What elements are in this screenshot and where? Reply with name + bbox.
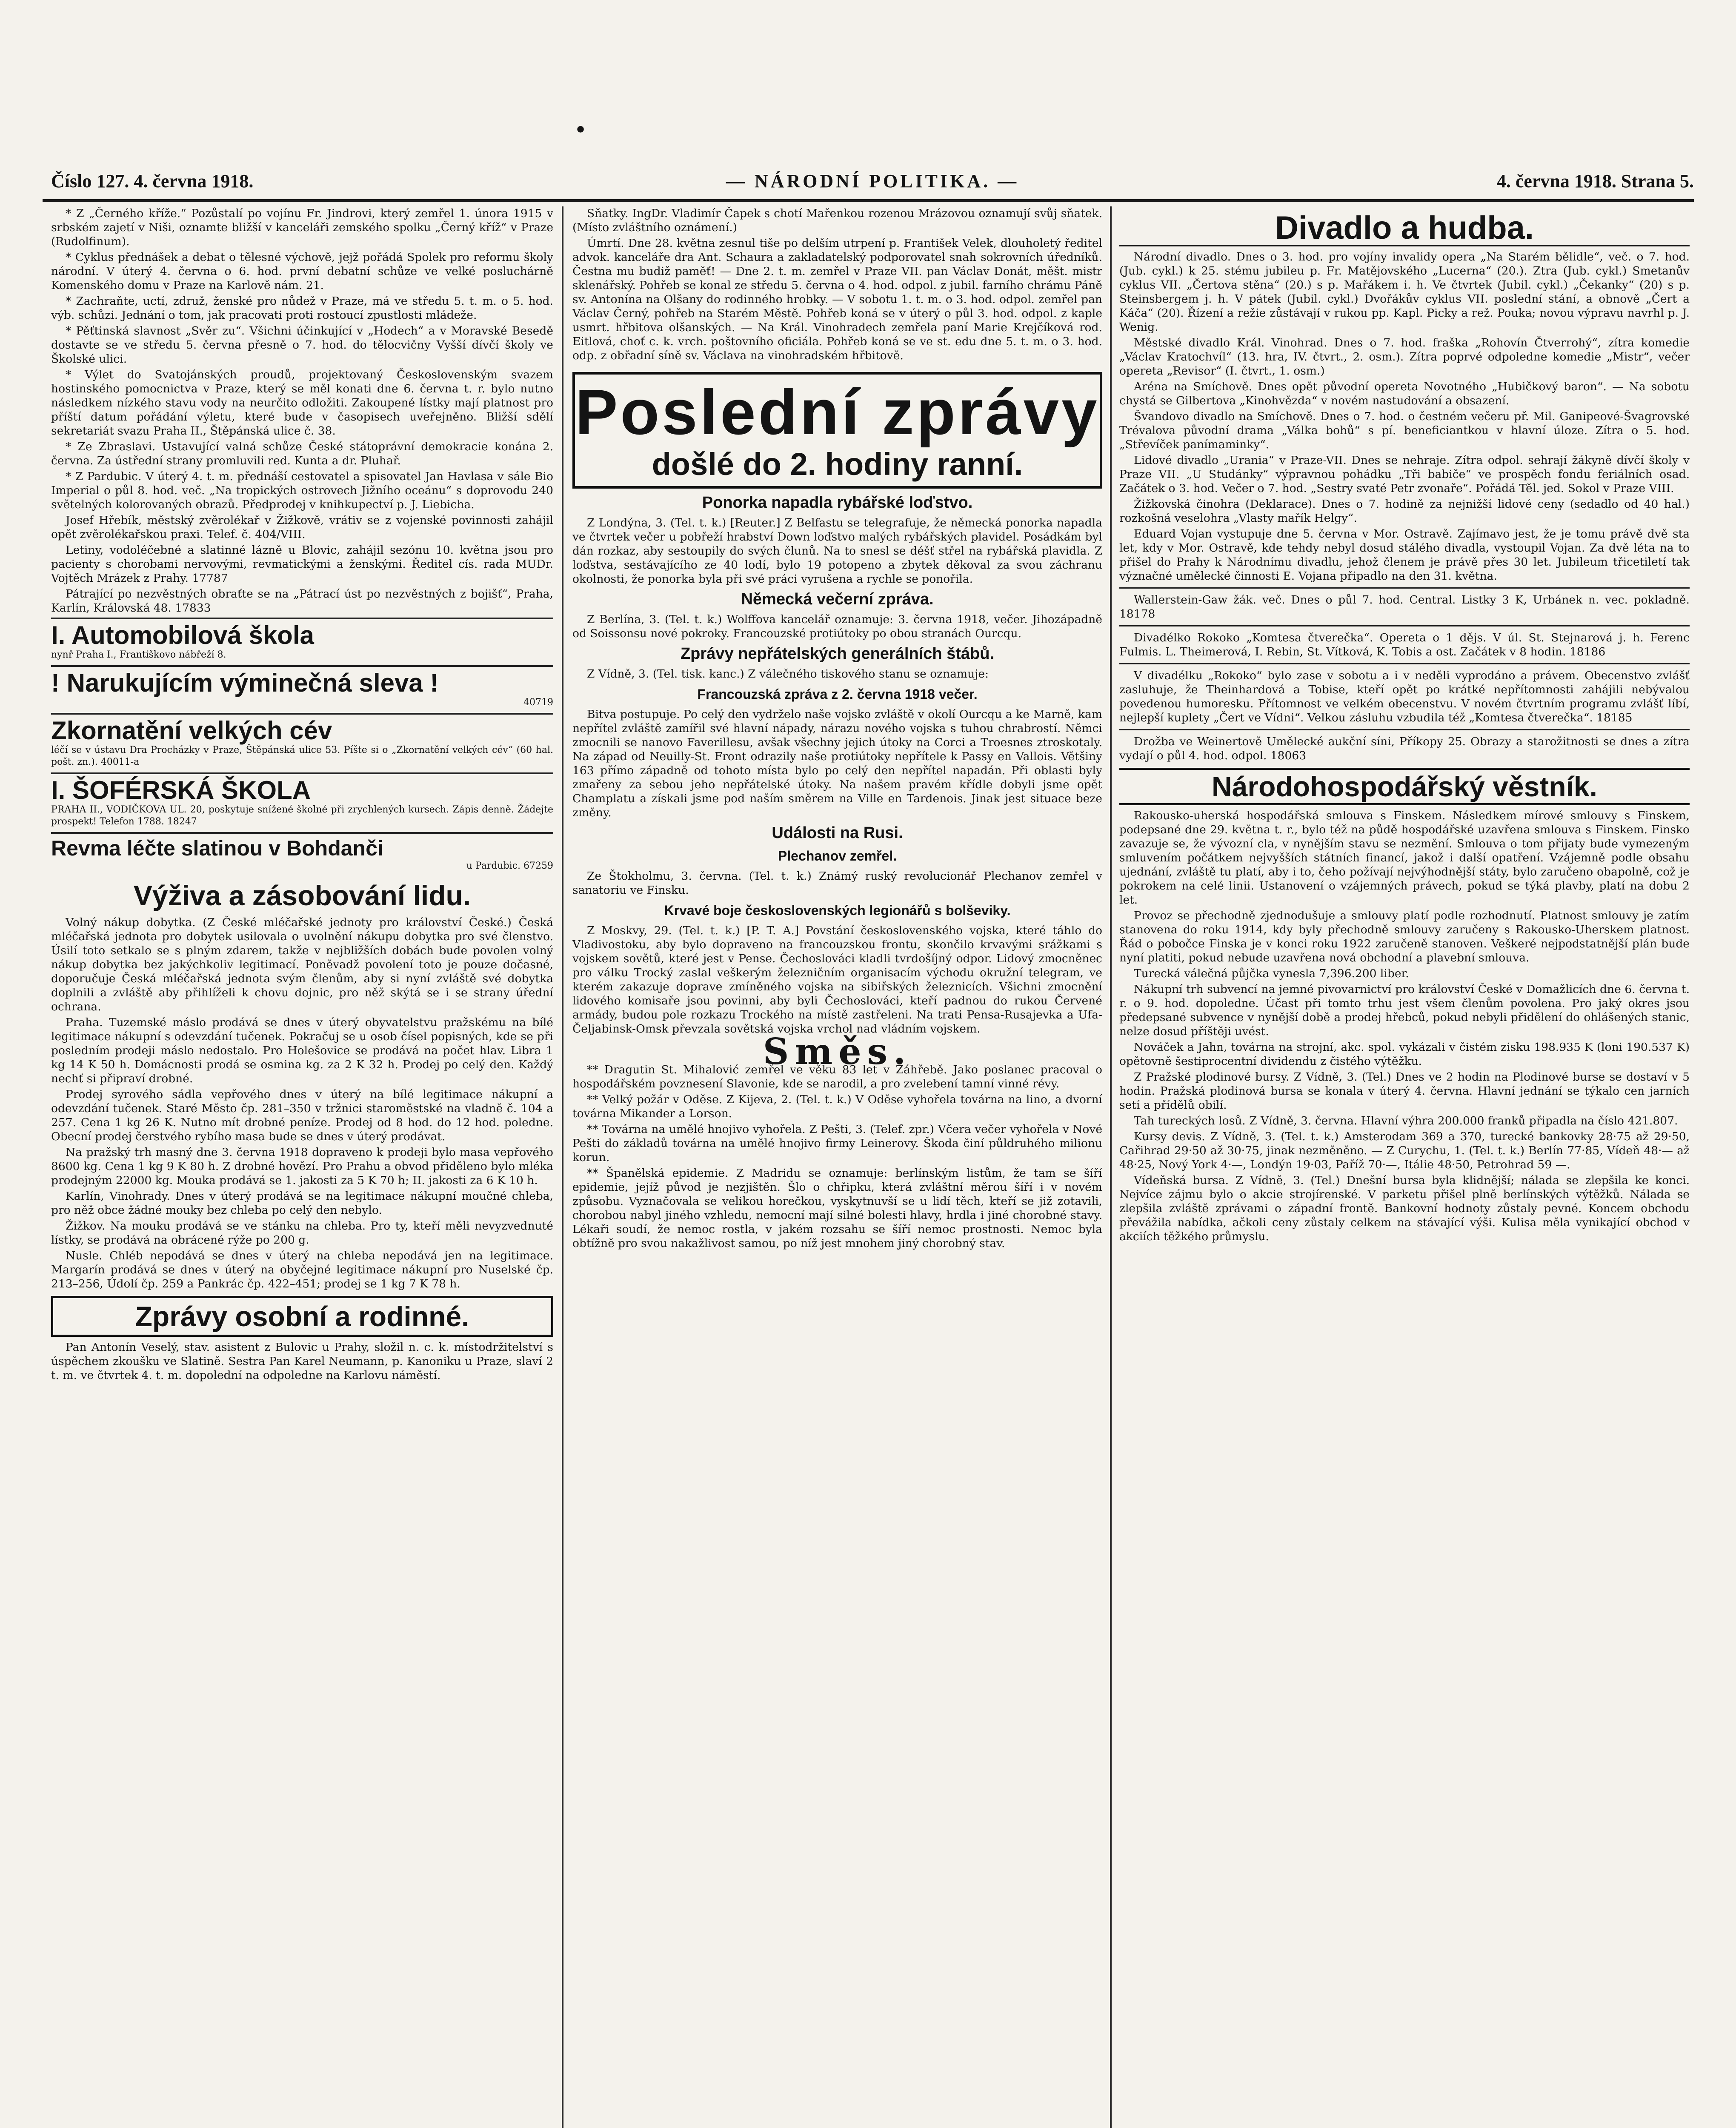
header-page: 4. června 1918. Strana 5. (1496, 171, 1694, 192)
page-header (51, 170, 1694, 196)
theatre-paragraph: Wallerstein-Gaw žák. več. Dnes o půl 7. hod. Central. Listky 3 K, Urbánek n. vec. pokladně. 18178 (1119, 593, 1690, 621)
divider (1119, 625, 1690, 626)
food-paragraph: Žižkov. Na mouku prodává se ve stánku na chleba. Pro ty, kteří měli nevyzvednuté lístky, se prodává na obrácené rýže po 200 g. (51, 1219, 553, 1247)
notice: * Z Pardubic. V úterý 4. t. m. přednáší cestovatel a spisovatel Jan Havlasa v sále Bio Imperial o půl 8. hod. več. „Na tropických ostrovech Jižního oceánu“ s doprovodu 240 světelných kolorovaných obrazů. Předprodej v knihkupectví p. J. Liebicha. (51, 470, 553, 511)
divider (1119, 663, 1690, 664)
ad-note: léčí se v ústavu Dra Procházky v Praze, Štěpánská ulice 53. Píšte si o „Zkornatění velkých cév“ (60 hal. pošt. zn.). 40011-a (51, 745, 553, 767)
theatre-paragraph: V divadélku „Rokoko“ bylo zase v sobotu a i v neděli vyprodáno a právem. Obecenstvo zvlášť zasluhuje, že Theinhardová a Tobise, kteří opět po krátké nepřítomnosti zahájili nebývalou povedenou humoresku. Přítomnost ve velkém obecenstvu. V novém čtvrtním programu zvlášť líbí, nejlepší kuplety „Čert ve Vídni“. Velkou zásluhu vzbudila též „Komtesa čtverečka“. 18185 (1119, 669, 1690, 724)
header-rule (43, 199, 1694, 202)
headline: Francouzská zpráva z 2. června 1918 večer. (697, 686, 978, 702)
headline: Ponorka napadla rybářské loďstvo. (702, 494, 973, 512)
theatre-paragraph: Drožba ve Weinertově Umělecké aukční síni, Příkopy 25. Obrazy a starožitnosti se dnes a zítra vydají o půl 4. hod. odpol. 18063 (1119, 735, 1690, 762)
ad-title: ! Narukujícím výminečná sleva ! (51, 669, 439, 697)
notice: * Z „Černého kříže.“ Pozůstalí po vojínu Fr. Jindrovi, který zemřel 1. února 1915 v srbském zajetí v Niši, oznamte bližší v kanceláři zemského spolku „Černý kříž“ v Praze (Rudolfinum). (51, 207, 553, 248)
header-issue: Číslo 127. 4. června 1918. (51, 171, 254, 192)
banner-title: Poslední zprávy (575, 376, 1100, 448)
headline: Události na Rusi. (772, 824, 903, 842)
section-title-personal: Zprávy osobní a rodinné. (51, 1296, 553, 1337)
economy-paragraph: Nováček a Jahn, továrna na strojní, akc. spol. vykázali v čistém zisku 198.935 K (loni 190.537 K) opětovně šestiprocentní dividendu z čistého výtěžku. (1119, 1041, 1690, 1068)
column-1 (51, 206, 553, 2128)
headline: Zprávy nepřátelských generálních štábů. (680, 645, 995, 663)
headline: Plechanov zemřel. (778, 848, 897, 864)
personal-paragraph: Pan Antonín Veselý, stav. asistent z Bulovic u Prahy, složil n. c. k. místodržitelství s úspěchem zkoušku ve Slatině. Sestra Pan Karel Neumann, p. Kanoniku u Praze, slaví 2 t. m. ve čtvrtek 4. t. m. dopolední na odpoledne na Karlovu náměstí. (51, 1341, 553, 1382)
news-paragraph: Z Berlína, 3. (Tel. t. k.) Wolffova kancelář oznamuje: 3. června 1918, večer. Jihozápadně od Soissonsu nové pokroky. Francouzské protiútoky po obou stranách Ourcqu. (572, 613, 1102, 640)
section-title-misc: Směs. (763, 1030, 912, 1073)
food-paragraph: Volný nákup dobytka. (Z České mléčařské jednoty pro království České.) Česká mléčařská jednota pro dobytek usilovala o uvolnění nákupu dobytka pro své členstvo. Úsilí toto setkalo se s plným zdarem, takže v nejbližších dobách bude povolen volný nákup dobytka bez jakýchkoliv legitimací. Poněvadž povolení toto je pouze dočasné, doporučuje Česká mléčařská jednota svým členům, aby si nyní zvláště své dobytka doplnili a zvláště aby přihlíželi k chovu dojnic, pro něž skýtá se i se strany úřední ochrana. (51, 916, 553, 1013)
economy-paragraph: Rakousko-uherská hospodářská smlouva s Finskem. Následkem mírové smlouvy s Finskem, podepsané dne 29. května t. r., bylo též na půdě hospodářské uzavřena smlouva s Finskem. Finsko zavazuje se, že vývozní cla, v nynějším stavu se nezmění. Smlouva o tom přijaty bude vymezeným smluvením počátkem nejvyšších státních financí, jakož i další opatření. Vzájemně podle obsahu ujednání, zvláště tu platí, aby i to, čeho požívají nejvýhodnější státy, bylo zaručeno obapolně, což je pokrokem na celé linii. Ustanovení o vzájemných právech, pokud se týká plavby, platí na dobu 2 let. (1119, 809, 1690, 907)
theatre-paragraph: Národní divadlo. Dnes o 3. hod. pro vojíny invalidy opera „Na Starém bělidle“, več. o 7. hod. (Jub. cykl.) k 25. stému jubileu p. Fr. Matějovského „Lucerna“ (20.). Ztra (Jub. cykl.) Smetanův cyklus VII. „Čertova stěna“ (20.) s p. Mařákem i. h. Ve čtvrtek (Jubil. cykl.) „Čekanky“ (20) s p. Steinsbergem j. h. V pátek (Jubil. cykl.) Dvořákův cyklus VII. poslední stání, a obnově „Čert a Káča“ (20). Řízení a režie zůstávají v rukou pp. Kapl. Picky a rež. Pouka; novou výpravu navrhl p. J. Wenig. (1119, 250, 1690, 334)
theatre-paragraph: Švandovo divadlo na Smíchově. Dnes o 7. hod. o čestném večeru př. Mil. Ganipeové-Švagrovské Trévalova původní drama „Válka bohů“ s pí. beneficiantkou v hlavní úloze. Zítra o 5. hod. „Střevíček panímaminky“. (1119, 410, 1690, 451)
notice: * Ze Zbraslavi. Ustavující valná schůze České státoprávní demokracie konána 2. června. Za ústřední strany promluvili red. Kunta a dr. Pluhař. (51, 440, 553, 467)
divider (1119, 729, 1690, 730)
theatre-paragraph: Lidové divadlo „Urania“ v Praze-VII. Dnes se nehraje. Zítra odpol. sehrají žákyně dívčí školy v Praze VII. „U Studánky“ výpravnou pohádku „Tři babiče“ ve prospěch fondu feriálních osad. Začátek o 3. hod. Večer o 7. hod. „Sestry svaté Petr zvonaře“. Pořádá Těl. jed. Sokol v Praze VIII. (1119, 454, 1690, 495)
economy-paragraph: Z Pražské plodinové bursy. Z Vídně, 3. (Tel.) Dnes ve 2 hodin na Plodinové burse se dostaví v 5 hodin. Pražská plodinová bursa se konala v úterý 4. června. Hlavní jednání se týkalo cen jarních setí a přídělů obilí. (1119, 1070, 1690, 1112)
news-paragraph: Bitva postupuje. Po celý den vydrželo naše vojsko zvláště v okolí Ourcqu a ke Marně, kam nepřítel zvláště zamířil své hlavní nápady, nárazu nového vojska s tuhou chrabrostí. Němci zmocnili se nanovo Faverillesu, avšak všechny jejich útoky na Corci a Troesnes ztroskotaly. Na západ od Neuilly-St. Front odrazily naše protiútoky nepřítele k Passy en Vallois. Většiny 163 přímo západně od tohoto místa bylo po celý den nepřítel napadán. Při oblasti byly zmařeny za sebou jeho nepřátelské útoky. Na našem pravém křídle dobyli jsme opět Champlatu a získali jsme pod naším směrem na Ville en Tardenois. Jinak jest situace beze změny. (572, 708, 1102, 819)
notice: Pátrající po nezvěstných obraťte se na „Pátrací úst po nezvěstných z bojišť“, Praha, Karlín, Královská 48. 17833 (51, 587, 553, 615)
notice: Úmrtí. Dne 28. května zesnul tiše po delším utrpení p. František Velek, dlouholetý ředitel advok. kanceláře dra Ant. Schaura a zakladatelský podporovatel snah sokrovních úředníků. Čestna mu budiž paměť! — Dne 2. t. m. zemřel v Praze VII. pan Václav Donát, měšt. mistr sklenářský. Pohřeb se konal ze středu 5. června o 4. hod. odpol. z jubil. farního chrámu Páně sv. Antonína na Olšany do rodinného hrobky. — V sobotu 1. t. m. o 3. hod. odpol. zemřel pan Václav Černý, pohřeb na Starém Městě. Pohřeb koná se v úterý o půl 3. hod. odpol. z kaple usmrt. hřbitova olšanských. — Na Král. Vinohradech zemřela paní Marie Krejčíková rod. Eitlová, choť c. k. vrch. poštovního oficiála. Pohřeb koná se ve st. edu dne 5. t. m. o 3. hod. odp. z obřadní síně sv. Václava na vinohradském hřbitově. (572, 237, 1102, 362)
page-mark: • (575, 119, 587, 141)
latest-news-banner (572, 372, 1102, 489)
ad-bohdanec (51, 832, 553, 874)
news-paragraph: Ze Štokholmu, 3. června. (Tel. t. k.) Známý ruský revolucionář Plechanov zemřel v sanatoriu ve Finsku. (572, 870, 1102, 897)
theatre-paragraph: Divadélko Rokoko „Komtesa čtverečka“. Opereta o 1 dějs. V úl. St. Stejnarová j. h. Ferenc Fulmis. L. Theimerová, I. Rebin, St. Vítková, K. Tobis a ost. Začátek v 8 hodin. 18186 (1119, 631, 1690, 658)
column-divider-1 (562, 206, 563, 2128)
ad-note: PRAHA II., VODIČKOVA UL. 20, poskytuje snížené školné při zrychlených kursech. Zápis denně. Žádejte prospekt! Telefon 1788. 18247 (51, 804, 553, 827)
economy-paragraph: Tah tureckých losů. Z Vídně, 3. června. Hlavní výhra 200.000 franků připadla na číslo 421.807. (1134, 1114, 1678, 1127)
theatre-paragraph: Eduard Vojan vystupuje dne 5. června v Mor. Ostravě. Zajímavo jest, že je tomu právě dvě sta let, kdy v Mor. Ostravě, kde tehdy nebyl dosud stálého divadla, vystoupil Vojan. Za dvě léta na to přišel do Prahy k Národnímu divadlu, jehož členem je právě přes 30 let. Jubileum třicetiletí tak význačné umělecké činnosti E. Vojana připadlo na den 31. května. (1119, 527, 1690, 583)
economy-paragraph: Turecká válečná půjčka vynesla 7,396.200 liber. (1134, 967, 1409, 980)
economy-paragraph: Vídeňská bursa. Z Vídně, 3. (Tel.) Dnešní bursa byla klidnější; nálada se zlepšila ke konci. Nejvíce zájmu bylo o akcie strojírenské. V parketu přišel plně berlínských výtěžků. Nálada se zlepšila zvláště zprávami o západní frontě. Bankovní hodnoty zůstaly pevné. Koncem obchodu převážila nabídka, ačkoli ceny zůstaly celkem na stávající výši. Kulisa měla vynikající obchod v akciích těžkého průmyslu. (1119, 1174, 1690, 1243)
header-title: — NÁRODNÍ POLITIKA. — (726, 171, 1019, 192)
misc-paragraph: ** Velký požár v Oděse. Z Kijeva, 2. (Tel. t. k.) V Oděse vyhořela továrna na lino, a dvorní továrna Mikander a Lorson. (572, 1093, 1102, 1120)
ad-arteries (51, 713, 553, 770)
news-paragraph: Z Londýna, 3. (Tel. t. k.) [Reuter.] Z Belfastu se telegrafuje, že německá ponorka napadla ve čtvrtek večer u pobřeží hrabství Down loďstvo malých rybářských plavidel. Posádkám byl dán rozkaz, aby sestoupily do svých člunů. Na to snesl se déšť střel na rybářská plavidla. Z loďstva, sestávajícího ze 40 lodí, bylo 19 potopeno a zbytek děkoval za svou záchranu okolnosti, že ponorka byla při své práci vyrušena a rychle se ponořila. (572, 516, 1102, 586)
notice: Josef Hřebík, městský zvěrolékař v Žižkově, vrátiv se z vojenské povinnosti zahájil opět zvěrolékařskou praxi. Telef. č. 404/VIII. (51, 514, 553, 541)
food-paragraph: Nusle. Chléb nepodává se dnes v úterý na chleba nepodává jen na legitimace. Margarín prodává se dnes v úterý na obyčejné legitimace nákupní pro Nuselské čp. 213–256, Údolí čp. 259 a Pankrác čp. 422–451; prodej se 1 kg 7 K 78 h. (51, 1249, 553, 1290)
ad-title: I. ŠOFÉRSKÁ ŠKOLA (51, 776, 311, 804)
ad-number: 40719 (523, 697, 553, 708)
ad-title: Zkornatění velkých cév (51, 716, 332, 745)
ad-driver-school (51, 772, 553, 829)
economy-paragraph: Nákupní trh subvencí na jemné pivovarnictví pro království České v Domažlicích dne 6. června t. r. o 9. hod. dopoledne. Účast při tomto trhu jest všem členům povolena. Pro jaký okres jsou předepsané subvence v nynější době a prodej hřebců, pokud nebyli přidělení do ohlášených stanic, nelze dosud příštěji uvést. (1119, 983, 1690, 1038)
ad-note: nynř Praha I., Františkovo nábřeží 8. (51, 649, 226, 660)
headline: Krvavé boje československých legionářů s bolševiky. (664, 903, 1011, 918)
food-paragraph: Praha. Tuzemské máslo prodává se dnes v úterý obyvatelstvu pražskému na bílé legitimace nákupní s odevzdání tučenek. Pokračuj se u osob čísel popisných, kde se při posledním prodeji máslo nedostalo. Pro Holešovice se prodává na počet hlav. Libra 1 kg 14 K 50 h. Domácnosti prodá se osmina kg. za 2 K 32 h. Prodej po celý den. Každý nechť si připraví drobné. (51, 1016, 553, 1085)
news-paragraph: Z Vídně, 3. (Tel. tisk. kanc.) Z válečného tiskového stanu se oznamuje: (587, 667, 989, 681)
notice: * Cyklus přednášek a debat o tělesné výchově, jejž pořádá Spolek pro reformu školy národní. V úterý 4. června o 6. hod. první debatní schůze ve velké posluchárně Komenského domu v Praze na Karlově nám. 21. (51, 251, 553, 292)
misc-paragraph: ** Španělská epidemie. Z Madridu se oznamuje: berlínským listům, že tam se šíří epidemie, jejíž původ je nezjištěn. Šlo o chřipku, která zvláštní měrou šíří i v novém způsobu. Vyznačovala se velikou horečkou, vyskytnuvší se u lidí těch, kteří se již zotavili, chorobou nabyl jiného vzhledu, nemocní mají silné bolesti hlavy, hrdla i jiné chorobné stavy. Lékaři soudí, že nemoc rostla, v jakém rozsahu se šíří nemoc prostnosti. Nemoc byla obtížně pro svou nakažlivost samou, po níž jest mnohem jiný chorobný stav. (572, 1167, 1102, 1250)
headline: Německá večerní zpráva. (741, 590, 934, 608)
section-title-food: Výživa a zásobování lidu. (133, 880, 471, 911)
section-title-economy: Národohospodářský věstník. (1119, 768, 1690, 805)
food-paragraph: Prodej syrového sádla vepřového dnes v úterý na bílé legitimace nákupní a odevzdání tučenek. Staré Město čp. 281–350 v tržnici staroměstské na vladně č. 104 a 257. Cena 1 kg 26 K. Nutno mít drobné peníze. Prodej od 8 hod. do 12 hod. poledne. Obecní prodej čerstvého rybího masa bude se dnes v úterý prodávat. (51, 1088, 553, 1143)
notice: Sňatky. IngDr. Vladimír Čapek s chotí Mařenkou rozenou Mrázovou oznamují svůj sňatek. (Místo zvláštního oznámení.) (572, 207, 1102, 234)
ad-title: I. Automobilová škola (51, 621, 314, 649)
theatre-paragraph: Žižkovská činohra (Deklarace). Dnes o 7. hodině za nejnižší lidové ceny (sedadlo od 40 hal.) rozkošná veselohra „Vlasty mařík Helgy“. (1119, 498, 1690, 525)
food-paragraph: Karlín, Vinohrady. Dnes v úterý prodává se na legitimace nákupní moučné chleba, pro něž obce žádné mouky bez chleba po celý den nebylo. (51, 1190, 553, 1217)
column-2 (572, 206, 1102, 2128)
news-paragraph: Z Moskvy, 29. (Tel. t. k.) [P. T. A.] Povstání československého vojska, které táhlo do Vladivostoku, aby bylo dopraveno na francouzskou frontu, skončilo krvavými srážkami s vojskem sovětů, které jest v Pense. Čechoslováci kladli tvrdošíjný odpor. Lidový zmocněnec pro válku Trocký zaslal veškerým železničním organisacím východu okružní telegram, ve kterém zakazuje doprave zmíněného vojska na sibiřských železnicích. Všichni zmocnění lidového komisaře jsou povinni, aby byli Čechoslováci, kteří padnou do rukou Červené armády, budou pole rozkazu Trockého na místě zastřeleni. Na trati Pensa-Rusajevka a Ufa-Čeljabinsk-Omsk převzala sovětská vojska vrchol nad vládním vojskem. (572, 924, 1102, 1035)
ad-title: Revma léčte slatinou v Bohdanči (51, 836, 383, 860)
ad-discount (51, 665, 553, 710)
column-divider-2 (1110, 206, 1112, 2128)
theatre-paragraph: Aréna na Smíchově. Dnes opět původní opereta Novotného „Hubičkový baron“. — Na sobotu chystá se Gilbertova „Kinohvězda“ v novém nastudování a obsazení. (1119, 380, 1690, 407)
food-paragraph: Na pražský trh masný dne 3. června 1918 dopraveno k prodeji bylo masa vepřového 8600 kg. Cena 1 kg 9 K 80 h. Z drobné hovězí. Pro Prahu a obvod přiděleno bylo mléka prodejným 22000 kg. Mouka prodává se 1. jakosti za 5 K 70 h; II. jakosti za 6 K 10 h. (51, 1146, 553, 1187)
misc-paragraph: ** Továrna na umělé hnojivo vyhořela. Z Pešti, 3. (Telef. zpr.) Včera večer vyhořela v Nové Pešti do základů továrna na umělé hnojivo firmy Leinerovy. Škoda činí půldruhého milionu korun. (572, 1123, 1102, 1164)
notice: * Zachraňte, uctí, združ, ženské pro nůdež v Praze, má ve středu 5. t. m. o 5. hod. výb. schůzi. Jednání o tom, jak pracovati proti rostoucí zpustlosti mládeže. (51, 295, 553, 322)
notice: * Pěťtinská slavnost „Svěr zu“. Všichni účinkující v „Hodech“ a v Moravské Besedě dostavte se ve středu 5. června přesně o 7. hod. do tělocvičny Vyšší dívčí školy ve Školské ulici. (51, 324, 553, 366)
ad-automobile-school (51, 618, 553, 663)
column-3 (1119, 206, 1690, 2128)
economy-paragraph: Provoz se přechodně zjednodušuje a smlouvy platí podle rozhodnutí. Platnost smlouvy je zatím stanovena do roku 1914, kdy byly přechodně smlouvy zaručeny s Rakousko-Uherskem platnost. Řád o pobočce Finska je v konci roku 1922 zaručeně stanoven. Veškeré nejpodstatnější plán bude nyní platiti, pokud nebude uzavřena nová obchodní a plavební smlouva. (1119, 909, 1690, 964)
notice: * Výlet do Svatojánských proudů, projektovaný Československým svazem hostinského pomocnictva v Praze, který se měl konati dne 6. června t. r. bylo nutno následkem nízkého stavu vody na neurčito odložiti. Zakoupené lístky mají platnost pro příští datum pořádání výletu, které bude v časopisech uveřejněno. Bližší sdělí sekretariát svazu Praha II., Štěpánská ulice č. 38. (51, 368, 553, 438)
economy-paragraph: Kursy devis. Z Vídně, 3. (Tel. t. k.) Amsterodam 369 a 370, turecké bankovky 28·75 až 29·50, Cařihrad 29·50 až 30·75, jinak nezměněno. — Z Curychu, 1. (Tel. t. k.) Berlín 77·85, Vídeň 48·— až 48·25, Nový York 4·—, Londýn 19·03, Paříž 70·—, Itálie 48·50, Petrohrad 59 —. (1119, 1130, 1690, 1171)
section-title-theatre: Divadlo a hudba. (1119, 212, 1690, 246)
ad-note: u Pardubic. 67259 (466, 861, 553, 871)
theatre-paragraph: Městské divadlo Král. Vinohrad. Dnes o 7. hod. fraška „Rohovín Čtverrohý“, zítra komedie „Václav Kratochvíl“ (13. hra, IV. čtvrt., 2. osm.). Zítra poprvé odpoledne komedie „Mistr“, večer opereta „Revisor“ (I. čtvrt., 1. osm.) (1119, 336, 1690, 378)
notice: Letiny, vodoléčebné a slatinné lázně u Blovic, zahájil sezónu 10. května jsou pro pacienty s chorobami nervovými, revmatickými a ženskými. Ředitel cís. rada MUDr. Vojtěch Mrázek z Prahy. 17787 (51, 543, 553, 585)
misc-paragraph: ** Dragutin St. Mihalović zemřel ve věku 83 let v Záhřebě. Jako poslanec pracoval o hospodářském povznesení Slavonie, kde se narodil, a pro zvelebení tamní vinné révy. (572, 1063, 1102, 1090)
banner-subtitle: došlé do 2. hodiny ranní. (652, 446, 1023, 482)
divider (1119, 587, 1690, 589)
